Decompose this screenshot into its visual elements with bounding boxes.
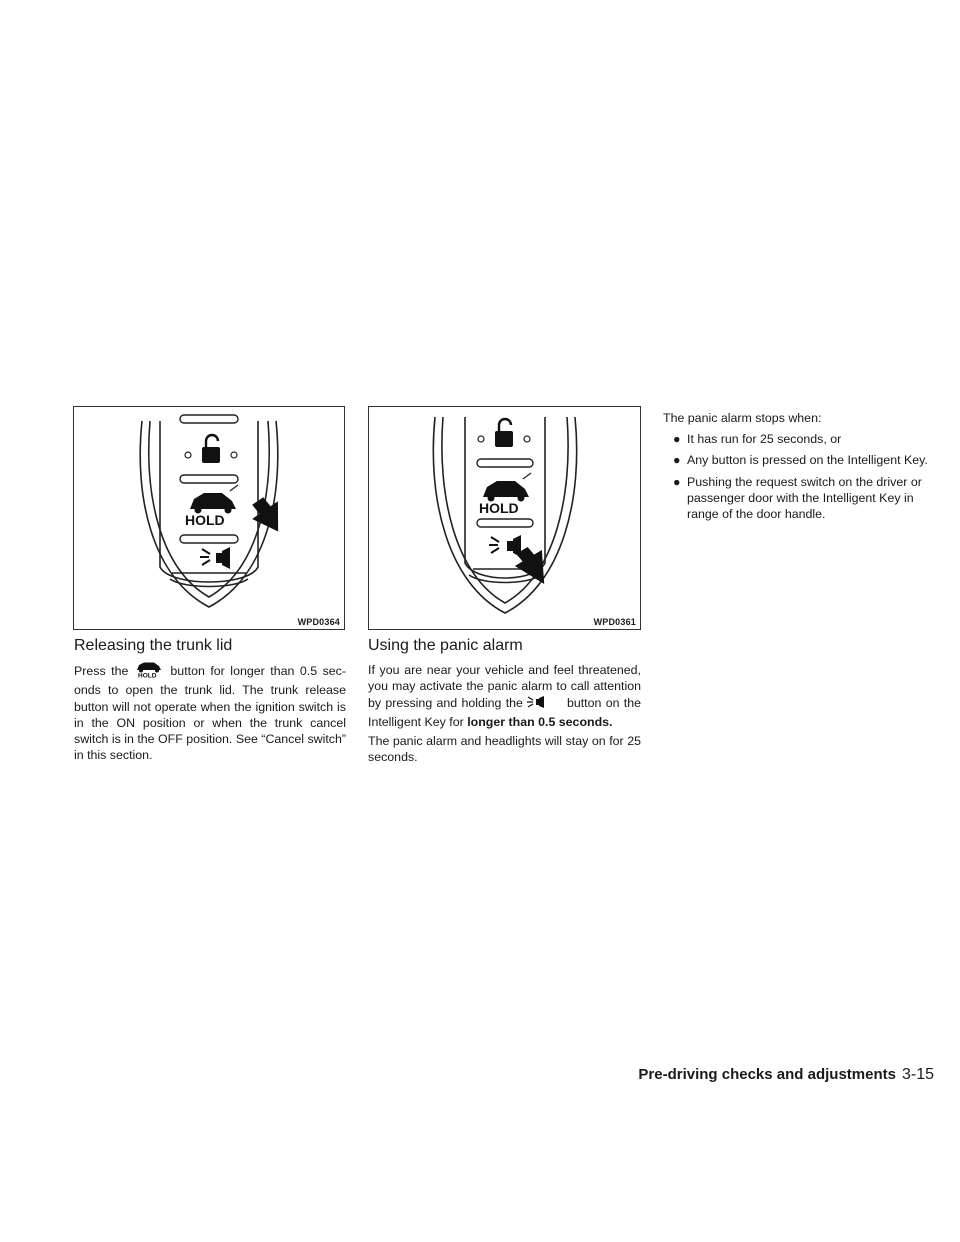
panic-alarm-icon	[489, 535, 521, 557]
section-heading-panic: Using the panic alarm	[368, 637, 523, 654]
panic-inline-icon	[524, 696, 564, 714]
panic-text-after: button on the Intelligent Key for	[368, 695, 641, 729]
svg-text:HOLD: HOLD	[479, 500, 519, 516]
panic-stops-intro: The panic alarm stops when:	[663, 411, 822, 425]
panic-text-before: If you are near your vehicle and feel threatened, you may activate the panic alarm to call attention by pressing and holding the	[368, 663, 641, 710]
panic-alarm-icon	[200, 547, 230, 569]
figure-panic-button	[368, 406, 641, 630]
panic-paragraph-1	[368, 662, 641, 730]
unlock-icon	[478, 419, 530, 447]
key-fob-illustration	[74, 407, 344, 629]
trunk-car-icon	[483, 473, 531, 502]
trunk-car-icon	[190, 485, 238, 514]
trunk-hold-icon	[129, 662, 167, 682]
figure-code: WPD0361	[593, 617, 636, 627]
figure-code: WPD0364	[297, 617, 340, 627]
panic-stops-list	[663, 431, 936, 527]
pointer-arrow	[249, 495, 282, 535]
trunk-paragraph	[74, 662, 346, 764]
panic-paragraph-2: The panic alarm and headlights will stay on for 25 seconds.	[368, 734, 641, 765]
svg-text:HOLD: HOLD	[138, 672, 157, 678]
svg-text:HOLD: HOLD	[185, 512, 225, 528]
bullet: ●	[673, 432, 681, 446]
panic-duration: longer than 0.5 seconds.	[467, 714, 613, 729]
list-item: ● Pushing the request switch on the driver or passenger door with the Intelligent Key in range of the door handle.	[673, 474, 922, 522]
page-number: 3-15	[901, 1066, 934, 1083]
list-item: ● It has run for 25 seconds, or	[673, 432, 842, 446]
unlock-icon	[185, 435, 237, 463]
key-fob-illustration	[369, 407, 640, 629]
bullet: ●	[673, 453, 681, 468]
section-heading-trunk: Releasing the trunk lid	[74, 637, 233, 654]
trunk-text-before: Press the	[74, 664, 129, 678]
bullet: ●	[673, 474, 681, 489]
footer-section-title: Pre-driving checks and adjustments	[638, 1066, 896, 1083]
trunk-text-after: button for longer than 0.5 sec- onds to open the trunk lid. The trunk release button will not operate when the ignition switch is in the ON position or when the trunk cancel switch is in the OFF position. See “Cancel switch” in this section.	[74, 664, 347, 763]
list-item: ● Any button is pressed on the Intelligent Key.	[673, 453, 928, 468]
page-footer	[638, 1066, 934, 1084]
figure-trunk-button	[73, 406, 345, 630]
